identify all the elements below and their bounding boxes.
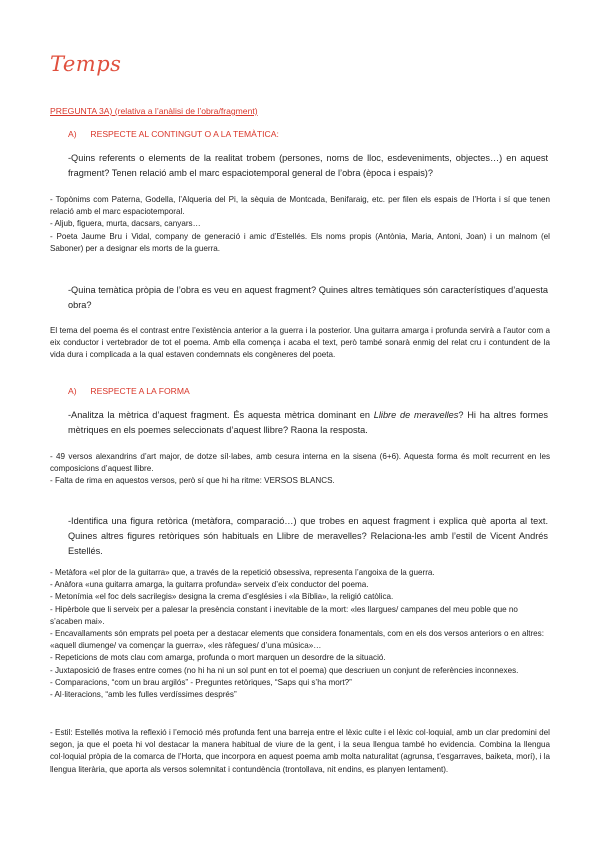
question-metrica-text: -Analitza la mètrica d’aquest fragment. És aquesta mètrica dominant en — [68, 410, 374, 420]
answer-line: - 49 versos alexandrins d’art major, de dotze síl·labes, amb cesura interna en la sisena (6+6). Aquesta forma és molt recurrent en les composicions d’aquest llibre. — [50, 452, 550, 474]
question-figures: -Identifica una figura retòrica (metàfora, comparació…) que trobes en aquest fragment i explica què aporta al text. Quines altres figures retòriques són habituals en Llibre de meravelles? Relaciona-les amb l’estil de Vicent Andrés Estellés. — [68, 516, 548, 556]
answer-metrica — [50, 451, 550, 488]
answer-estil: - Estil: Estellés motiva la reflexió i l’emoció més profunda fent una barreja entre el lèxic culte i el lèxic col·loquial, amb un clar predomini del segon, ja que el poeta hi vol destacar la manera habitual de viure de la gent, i la seua llengua també ho evidencia. Combina la llengua col·loquial pròpia de la comarca de l’Horta, que incorpora en aquest poema amb molta naturalitat (agrunsa, t’esgarraves, baiketa, morí), i la llengua literària, que aporta als versos solemnitat i contundència (trontollava, nit endins, es planyen lentament). — [50, 728, 550, 774]
section-b-letter: A) — [68, 386, 77, 396]
question-tematica: -Quina temàtica pròpia de l’obra es veu en aquest fragment? Quines altres temàtiques són característiques d’aquesta obra? — [68, 285, 548, 310]
answer-line: - Repeticions de mots clau com amarga, profunda o mort marquen un desordre de la situació. — [50, 653, 386, 663]
question-referents: -Quins referents o elements de la realitat trobem (persones, noms de lloc, esdeveniments, objectes…) en aquest fragment? Tenen relació amb el marc espaciotemporal general de l’obra (època i espais)? — [68, 153, 548, 178]
section-a-heading — [68, 129, 279, 139]
section-b-label: RESPECTE A LA FORMA — [90, 386, 190, 396]
answer-line: - Al·literacions, “amb les fulles verdíssimes després” — [50, 690, 237, 700]
question-metrica — [68, 408, 548, 438]
answer-line: - Hipèrbole que li serveix per a palesar la presència constant i inevitable de la mort: «les llargues/ campanes del meu poble que no s’acaben mai». — [50, 604, 518, 626]
answer-line: - Topònims com Paterna, Godella, l’Alqueria del Pi, la sèquia de Montcada, Benifaraig, etc. per filen els espais de l’Horta i sí que tenen relació amb el marc espaciotemporal. — [50, 195, 550, 217]
question-heading: PREGUNTA 3A) (relativa a l’anàlisi de l’obra/fragment) — [50, 106, 258, 116]
section-b-heading — [68, 386, 190, 396]
answer-line: - Comparacions, “com un brau argilós” - Preguntes retòriques, “Saps qui s’ha mort?” — [50, 677, 352, 687]
section-a-label: RESPECTE AL CONTINGUT O A LA TEMÀTICA: — [90, 129, 279, 139]
answer-line: - Aljub, figuera, murta, dacsars, canyars… — [50, 219, 201, 229]
answer-line: - Metonímia «el foc dels sacrilegis» designa la crema d’esglésies i «la Bíblia», la religió catòlica. — [50, 592, 394, 602]
answer-line: - Falta de rima en aquestos versos, però sí que hi ha ritme: VERSOS BLANCS. — [50, 476, 335, 486]
answer-referents — [50, 194, 550, 255]
answer-tematica: El tema del poema és el contrast entre l’existència anterior a la guerra i la posterior. Una guitarra amarga i profunda servirà a l’autor com a eix conductor i vertebrador de tot el poema. Amb ella comença i acaba el text, però també sonarà enmig del relat cru i contundent de la vida dura i complicada a la qual estaven condemnats els congèneres del poeta. — [50, 326, 550, 360]
page-title: Temps — [50, 52, 122, 76]
book-title: Llibre de meravelles — [373, 410, 459, 420]
answer-line: - Encavallaments són emprats pel poeta per a destacar elements que considera fonamentals, com en els dos versos anteriors o en altres: «aquell diumenge/ va començar la guerra», «les ràfegues/ d’una música»… — [50, 629, 544, 651]
section-a-letter: A) — [68, 129, 77, 139]
answer-line: - Juxtaposició de frases entre comes (no hi ha ni un sol punt en tot el poema) que descriuen un conjunt de referències inconnexes. — [50, 665, 519, 675]
answer-figures — [50, 567, 550, 701]
answer-line: - Metàfora «el plor de la guitarra» que, a través de la repetició obsessiva, representa l’angoixa de la guerra. — [50, 568, 435, 577]
answer-line: - Poeta Jaume Bru i Vidal, company de generació i amic d’Estellés. Els noms propis (Antònia, Maria, Antoni, Joan) i un malnom (el Saboner) per a designar els morts de la guerra. — [50, 231, 550, 253]
question-metrica-text-end: ? Hi ha altres formes mètriques en els poemes seleccionats d’aquest llibre? Raona la resposta. — [68, 410, 548, 435]
answer-line: - Anàfora «una guitarra amarga, la guitarra profunda» serveix d’eix conductor del poema. — [50, 580, 369, 590]
